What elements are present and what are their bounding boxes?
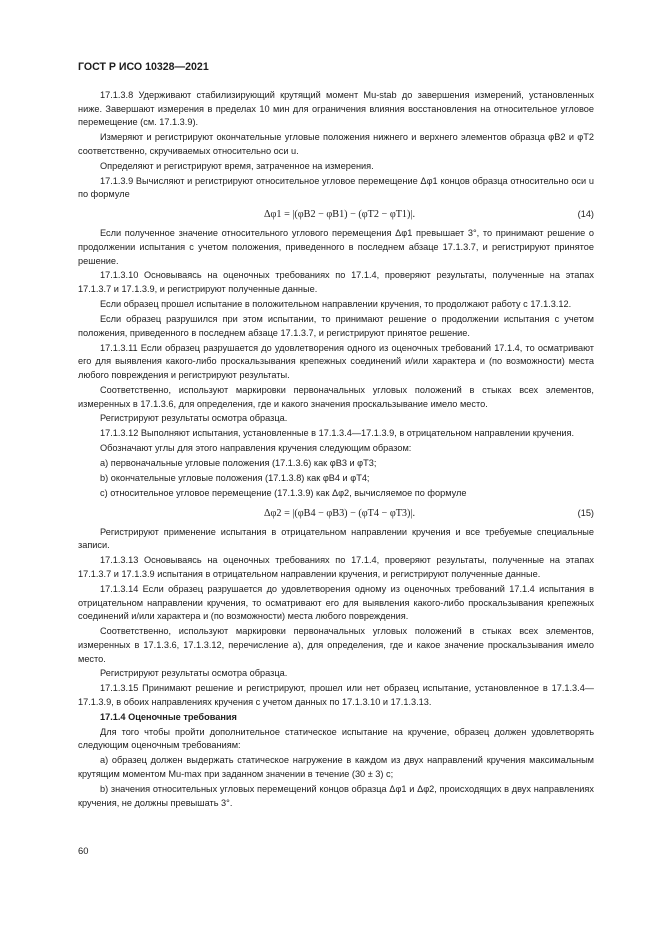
paragraph: 17.1.3.10 Основываясь на оценочных требованиях по 17.1.4, проверяют результаты, полученные на этапах 17.1.3.7 и 17.1.3.9, и регистрируют полученные данные. <box>78 270 594 295</box>
paragraph: Регистрируют применение испытания в отрицательном направлении кручения и все требуемые специальные записи. <box>78 526 594 551</box>
formula-14 <box>78 205 594 224</box>
section-heading: 17.1.4 Оценочные требования <box>100 711 237 722</box>
list-item: b) окончательные угловые положения (17.1.3.8) как φB4 и φT4; <box>100 473 370 484</box>
list-item: c) относительное угловое перемещение (17.1.3.9) как Δφ2, вычисляемое по формуле <box>100 487 467 498</box>
paragraph: 17.1.3.15 Принимают решение и регистрируют, прошел или нет образец испытание, установленное в 17.1.3.4—17.1.3.9, в обоих направлениях кручения с учетом данных по 17.1.3.10 и 17.1.3.13. <box>78 683 594 707</box>
paragraph: 17.1.3.14 Если образец разрушается до удовлетворения одному из оценочных требований 17.1.4 испытания в отрицательном направлении кручения, то осматривают его для выявления какого-либо проскальзывания крепежных соединений и/или характера и (по возможности) места любого повреждения. <box>78 583 594 622</box>
paragraph: Обозначают углы для этого направления кручения следующим образом: <box>100 443 412 454</box>
paragraph: Если образец прошел испытание в положительном направлении кручения, то продолжают работу с 17.1.3.12. <box>100 299 572 310</box>
page-body <box>78 89 594 812</box>
paragraph: Регистрируют результаты осмотра образца. <box>100 413 288 424</box>
paragraph: Если полученное значение относительного углового перемещения Δφ1 превышает 3°, то принимают решение о продолжении испытания с учетом положения, приведенного в последнем абзаце 17.1.3.7, и регистрируют принятое решение. <box>78 228 594 266</box>
paragraph: 17.1.3.11 Если образец разрушается до удовлетворения одного из оценочных требований 17.1.4, то осматривают его для выявления какого-либо проскальзывания крепежных соединений и/или характера и (по возможности) места любого повреждения и регистрируют результаты. <box>78 342 594 380</box>
paragraph: Для того чтобы пройти дополнительное статическое испытание на кручение, образец должен удовлетворять следующим оценочным требованиям: <box>78 726 594 751</box>
paragraph: Измеряют и регистрируют окончательные угловые положения нижнего и верхнего элементов образца φB2 и φT2 соответственно, скручиваемых относительно оси u. <box>78 132 594 156</box>
formula-expression: Δφ1 = |(φB2 − φB1) − (φT2 − φT1)|. <box>264 209 416 221</box>
paragraph: 17.1.3.13 Основываясь на оценочных требованиях по 17.1.4, проверяют результаты, полученные на этапах 17.1.3.7 и 17.1.3.9 испытания в отрицательном направлении кручения, и регистрируют полученные данные. <box>78 555 594 579</box>
list-item: b) значения относительных угловых перемещений концов образца Δφ1 и Δφ2, происходящих в двух направлениях кручения, не должны превышать 3°. <box>78 783 594 808</box>
document-id: ГОСТ Р ИСО 10328—2021 <box>78 61 209 73</box>
paragraph: Соответственно, используют маркировки первоначальных угловых положений в стыках всех элементов, измеренных в 17.1.3.6, для определения, где и какого значения проскальзывание имело место. <box>78 384 594 409</box>
formula-15 <box>78 504 594 523</box>
paragraph: 17.1.3.12 Выполняют испытания, установленные в 17.1.3.4—17.1.3.9, в отрицательном направлении кручения. <box>100 428 575 439</box>
page-number: 60 <box>78 845 89 856</box>
paragraph: Регистрируют результаты осмотра образца. <box>100 668 288 679</box>
paragraph: Если образец разрушился при этом испытании, то принимают решение о продолжении испытания с учетом положения, приведенного в последнем абзаце 17.1.3.7, и регистрируют принятое решение. <box>78 313 594 338</box>
paragraph: 17.1.3.9 Вычисляют и регистрируют относительное угловое перемещение Δφ1 концов образца относительно оси u по формуле <box>78 175 594 200</box>
formula-number: (14) <box>577 209 594 220</box>
list-item: a) образец должен выдержать статическое нагружение в каждом из двух направлений кручения максимальным крутящим моментом Mu-max при заданном значении в течение (30 ± 3) с; <box>78 755 594 780</box>
list-item: a) первоначальные угловые положения (17.1.3.6) как φB3 и φT3; <box>100 458 377 469</box>
paragraph: Определяют и регистрируют время, затраченное на измерения. <box>100 160 374 171</box>
paragraph: Соответственно, используют маркировки первоначальных угловых положений в стыках всех элементов, измеренных в 17.1.3.6, 17.1.3.12, перечисление а), для определения, где и какое значение проскальзывания имело место. <box>78 626 594 664</box>
formula-number: (15) <box>577 507 594 518</box>
formula-expression: Δφ2 = |(φB4 − φB3) − (φT4 − φT3)|. <box>264 507 416 519</box>
paragraph: 17.1.3.8 Удерживают стабилизирующий крутящий момент Mu-stab до завершения измерений, установленных ниже. Завершают измерения в пределах 10 мин для ограничения влияния восстановления на относительное угловое перемещение (см. 17.1.3.9). <box>78 90 594 128</box>
